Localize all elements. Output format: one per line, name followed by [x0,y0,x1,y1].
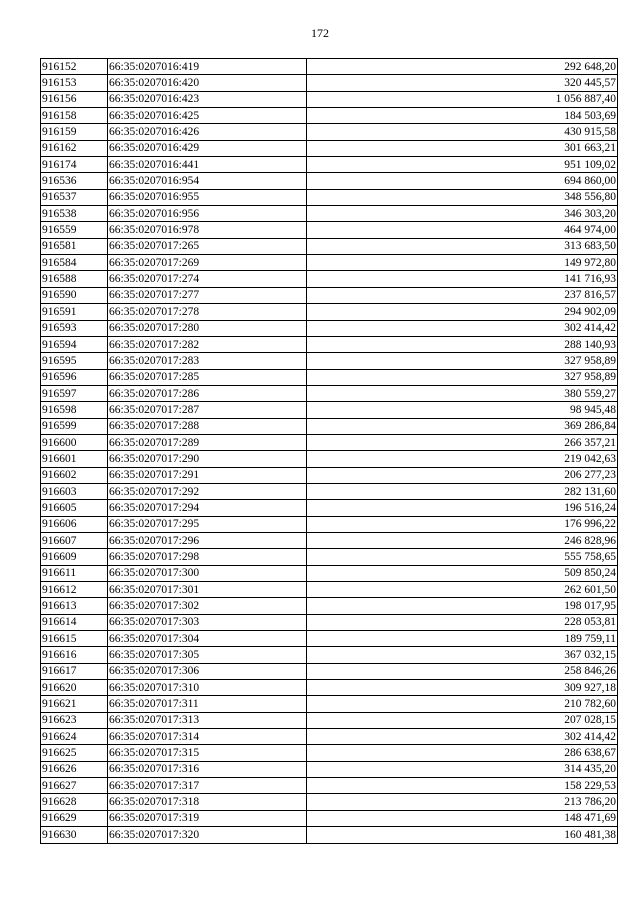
amount-cell: 213 786,20 [307,794,618,810]
amount-cell: 219 042,63 [307,451,618,467]
amount-cell: 210 782,60 [307,696,618,712]
row-id-cell: 916159 [41,124,108,140]
cadastral-number-cell: 66:35:0207016:954 [108,173,307,189]
row-id-cell: 916602 [41,467,108,483]
amount-cell: 555 758,65 [307,549,618,565]
amount-cell: 309 927,18 [307,680,618,696]
cadastral-value-table [40,58,618,844]
amount-cell: 314 435,20 [307,761,618,777]
table-row [41,712,618,728]
row-id-cell: 916158 [41,108,108,124]
cadastral-number-cell: 66:35:0207016:441 [108,157,307,173]
table-row [41,631,618,647]
cadastral-number-cell: 66:35:0207017:288 [108,418,307,434]
cadastral-number-cell: 66:35:0207017:302 [108,598,307,614]
amount-cell: 292 648,20 [307,59,618,75]
table-row [41,647,618,663]
cadastral-number-cell: 66:35:0207017:285 [108,369,307,385]
row-id-cell: 916600 [41,434,108,450]
amount-cell: 346 303,20 [307,206,618,222]
table-row [41,206,618,222]
amount-cell: 141 716,93 [307,271,618,287]
row-id-cell: 916599 [41,418,108,434]
amount-cell: 348 556,80 [307,189,618,205]
row-id-cell: 916584 [41,255,108,271]
amount-cell: 266 357,21 [307,434,618,450]
amount-cell: 302 414,42 [307,320,618,336]
amount-cell: 184 503,69 [307,108,618,124]
amount-cell: 694 860,00 [307,173,618,189]
row-id-cell: 916601 [41,451,108,467]
amount-cell: 430 915,58 [307,124,618,140]
row-id-cell: 916596 [41,369,108,385]
cadastral-number-cell: 66:35:0207016:425 [108,108,307,124]
row-id-cell: 916537 [41,189,108,205]
amount-cell: 148 471,69 [307,810,618,826]
amount-cell: 160 481,38 [307,827,618,843]
cadastral-number-cell: 66:35:0207017:304 [108,631,307,647]
amount-cell: 313 683,50 [307,238,618,254]
amount-cell: 237 816,57 [307,287,618,303]
amount-cell: 464 974,00 [307,222,618,238]
table-row [41,467,618,483]
amount-cell: 258 846,26 [307,663,618,679]
table-row [41,745,618,761]
row-id-cell: 916605 [41,500,108,516]
table-row [41,336,618,352]
table-row [41,271,618,287]
row-id-cell: 916611 [41,565,108,581]
row-id-cell: 916621 [41,696,108,712]
amount-cell: 367 032,15 [307,647,618,663]
table-row [41,402,618,418]
table-row [41,418,618,434]
row-id-cell: 916559 [41,222,108,238]
table-row [41,451,618,467]
cadastral-number-cell: 66:35:0207017:319 [108,810,307,826]
cadastral-number-cell: 66:35:0207017:316 [108,761,307,777]
row-id-cell: 916603 [41,483,108,499]
cadastral-number-cell: 66:35:0207017:294 [108,500,307,516]
table-row [41,598,618,614]
table-row [41,680,618,696]
cadastral-number-cell: 66:35:0207017:314 [108,729,307,745]
table-row [41,729,618,745]
cadastral-number-cell: 66:35:0207017:287 [108,402,307,418]
row-id-cell: 916620 [41,680,108,696]
cadastral-number-cell: 66:35:0207017:311 [108,696,307,712]
row-id-cell: 916627 [41,778,108,794]
row-id-cell: 916597 [41,385,108,401]
amount-cell: 149 972,80 [307,255,618,271]
row-id-cell: 916623 [41,712,108,728]
table-row [41,663,618,679]
cadastral-number-cell: 66:35:0207017:286 [108,385,307,401]
amount-cell: 282 131,60 [307,483,618,499]
cadastral-number-cell: 66:35:0207017:320 [108,827,307,843]
table-row [41,140,618,156]
amount-cell: 286 638,67 [307,745,618,761]
table-row [41,516,618,532]
table-row [41,778,618,794]
table-row [41,582,618,598]
row-id-cell: 916595 [41,353,108,369]
cadastral-number-cell: 66:35:0207017:274 [108,271,307,287]
table-row [41,189,618,205]
row-id-cell: 916538 [41,206,108,222]
row-id-cell: 916630 [41,827,108,843]
row-id-cell: 916581 [41,238,108,254]
table-row [41,320,618,336]
table-row [41,287,618,303]
row-id-cell: 916628 [41,794,108,810]
table-row [41,810,618,826]
amount-cell: 327 958,89 [307,369,618,385]
table-row [41,124,618,140]
cadastral-number-cell: 66:35:0207017:310 [108,680,307,696]
cadastral-number-cell: 66:35:0207017:292 [108,483,307,499]
table-row [41,108,618,124]
row-id-cell: 916588 [41,271,108,287]
amount-cell: 189 759,11 [307,631,618,647]
row-id-cell: 916626 [41,761,108,777]
cadastral-number-cell: 66:35:0207017:300 [108,565,307,581]
table-row [41,91,618,107]
cadastral-number-cell: 66:35:0207016:420 [108,75,307,91]
table-row [41,369,618,385]
amount-cell: 207 028,15 [307,712,618,728]
table-row [41,565,618,581]
table-row [41,500,618,516]
row-id-cell: 916617 [41,663,108,679]
amount-cell: 1 056 887,40 [307,91,618,107]
cadastral-number-cell: 66:35:0207017:303 [108,614,307,630]
cadastral-number-cell: 66:35:0207017:289 [108,434,307,450]
amount-cell: 302 414,42 [307,729,618,745]
cadastral-number-cell: 66:35:0207016:978 [108,222,307,238]
table-row [41,532,618,548]
cadastral-number-cell: 66:35:0207017:296 [108,532,307,548]
table-row [41,238,618,254]
table-row [41,761,618,777]
row-id-cell: 916613 [41,598,108,614]
row-id-cell: 916591 [41,304,108,320]
row-id-cell: 916536 [41,173,108,189]
cadastral-number-cell: 66:35:0207017:298 [108,549,307,565]
row-id-cell: 916594 [41,336,108,352]
row-id-cell: 916162 [41,140,108,156]
cadastral-number-cell: 66:35:0207017:277 [108,287,307,303]
amount-cell: 951 109,02 [307,157,618,173]
table-row [41,483,618,499]
amount-cell: 320 445,57 [307,75,618,91]
amount-cell: 176 996,22 [307,516,618,532]
cadastral-number-cell: 66:35:0207017:318 [108,794,307,810]
cadastral-number-cell: 66:35:0207016:419 [108,59,307,75]
amount-cell: 246 828,96 [307,532,618,548]
cadastral-number-cell: 66:35:0207016:423 [108,91,307,107]
amount-cell: 288 140,93 [307,336,618,352]
table-row [41,549,618,565]
cadastral-number-cell: 66:35:0207017:295 [108,516,307,532]
cadastral-number-cell: 66:35:0207017:317 [108,778,307,794]
amount-cell: 158 229,53 [307,778,618,794]
cadastral-number-cell: 66:35:0207017:283 [108,353,307,369]
cadastral-number-cell: 66:35:0207017:313 [108,712,307,728]
cadastral-number-cell: 66:35:0207017:305 [108,647,307,663]
cadastral-number-cell: 66:35:0207016:955 [108,189,307,205]
row-id-cell: 916590 [41,287,108,303]
table-body [41,59,618,844]
table-row [41,255,618,271]
row-id-cell: 916156 [41,91,108,107]
table-row [41,304,618,320]
row-id-cell: 916624 [41,729,108,745]
amount-cell: 327 958,89 [307,353,618,369]
page-number: 172 [311,26,329,40]
table-row [41,75,618,91]
row-id-cell: 916615 [41,631,108,647]
amount-cell: 369 286,84 [307,418,618,434]
cadastral-number-cell: 66:35:0207016:429 [108,140,307,156]
cadastral-number-cell: 66:35:0207017:301 [108,582,307,598]
table-row [41,59,618,75]
amount-cell: 380 559,27 [307,385,618,401]
amount-cell: 198 017,95 [307,598,618,614]
table-row [41,222,618,238]
amount-cell: 294 902,09 [307,304,618,320]
row-id-cell: 916614 [41,614,108,630]
amount-cell: 228 053,81 [307,614,618,630]
table-row [41,353,618,369]
row-id-cell: 916625 [41,745,108,761]
row-id-cell: 916593 [41,320,108,336]
table-row [41,434,618,450]
table-row [41,157,618,173]
row-id-cell: 916616 [41,647,108,663]
cadastral-number-cell: 66:35:0207017:315 [108,745,307,761]
row-id-cell: 916174 [41,157,108,173]
table-row [41,614,618,630]
amount-cell: 98 945,48 [307,402,618,418]
amount-cell: 509 850,24 [307,565,618,581]
cadastral-number-cell: 66:35:0207017:291 [108,467,307,483]
cadastral-number-cell: 66:35:0207017:290 [108,451,307,467]
row-id-cell: 916598 [41,402,108,418]
row-id-cell: 916153 [41,75,108,91]
table-row [41,794,618,810]
table-row [41,173,618,189]
table-row [41,696,618,712]
table-row [41,827,618,843]
cadastral-number-cell: 66:35:0207017:269 [108,255,307,271]
row-id-cell: 916629 [41,810,108,826]
amount-cell: 301 663,21 [307,140,618,156]
amount-cell: 196 516,24 [307,500,618,516]
cadastral-number-cell: 66:35:0207017:282 [108,336,307,352]
row-id-cell: 916606 [41,516,108,532]
row-id-cell: 916609 [41,549,108,565]
row-id-cell: 916152 [41,59,108,75]
table-row [41,385,618,401]
cadastral-number-cell: 66:35:0207016:426 [108,124,307,140]
cadastral-number-cell: 66:35:0207017:265 [108,238,307,254]
row-id-cell: 916612 [41,582,108,598]
cadastral-number-cell: 66:35:0207017:278 [108,304,307,320]
cadastral-number-cell: 66:35:0207016:956 [108,206,307,222]
amount-cell: 262 601,50 [307,582,618,598]
amount-cell: 206 277,23 [307,467,618,483]
cadastral-number-cell: 66:35:0207017:306 [108,663,307,679]
cadastral-number-cell: 66:35:0207017:280 [108,320,307,336]
row-id-cell: 916607 [41,532,108,548]
